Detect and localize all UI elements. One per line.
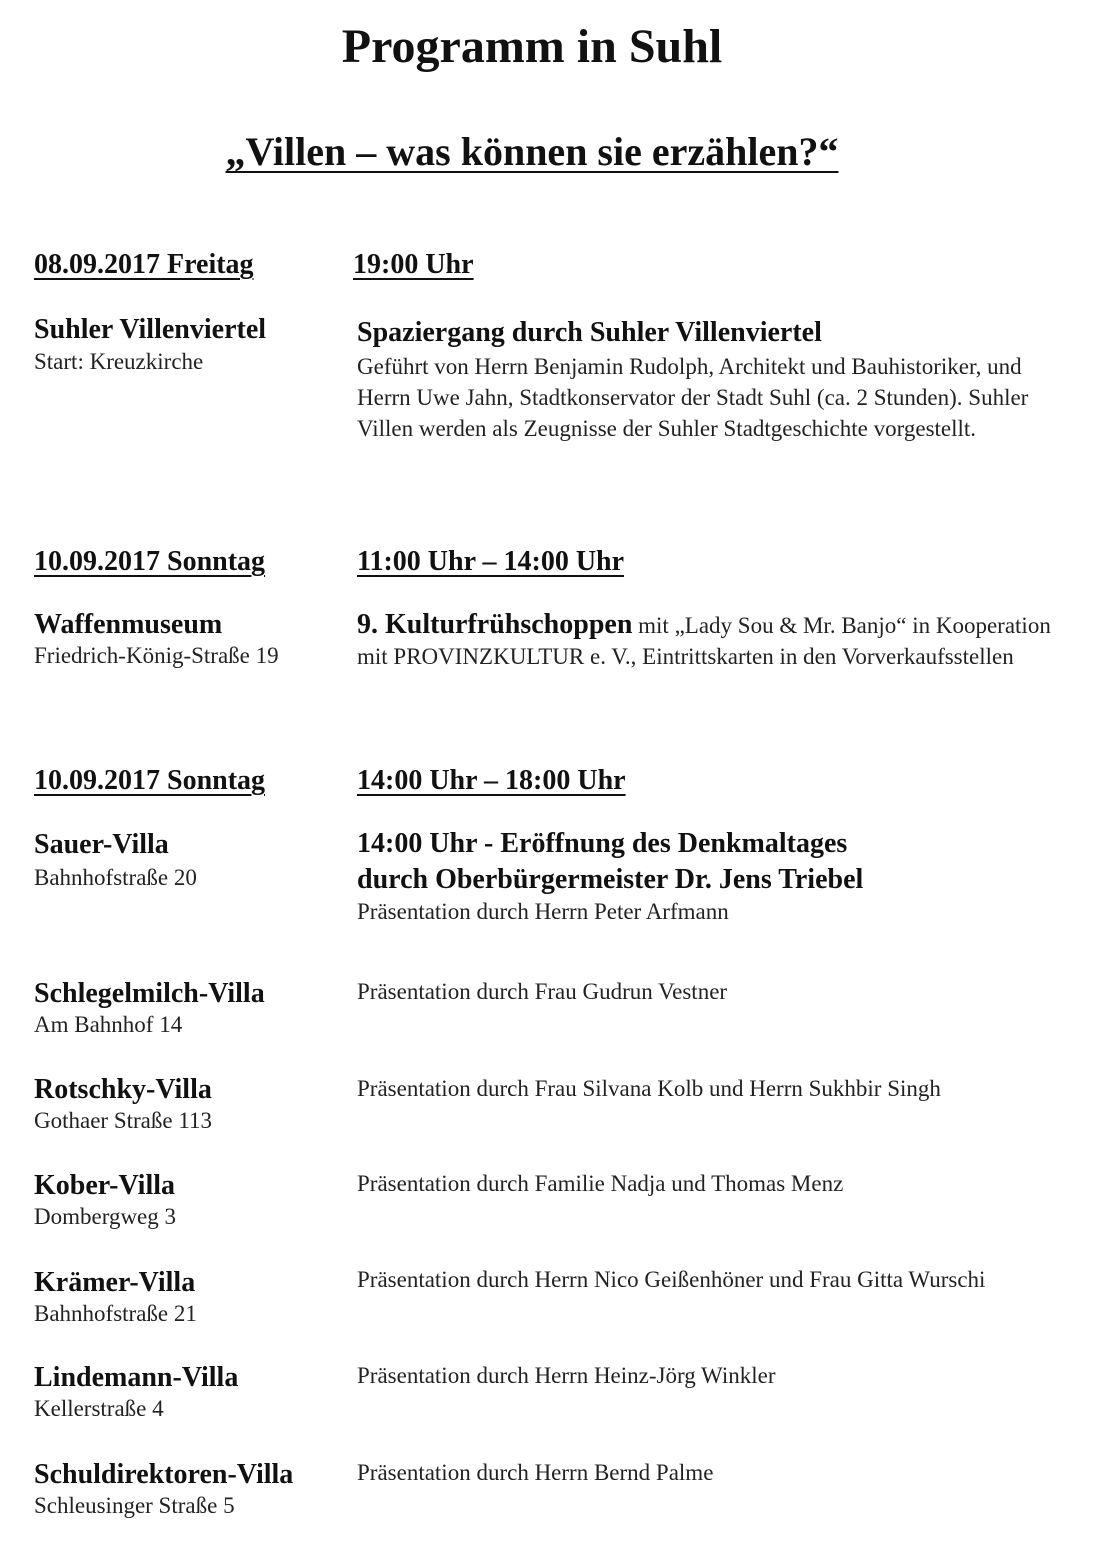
- section-3-place: Sauer-Villa: [34, 829, 169, 860]
- section-2-event-title: 9. Kulturfrühschoppen: [357, 609, 633, 640]
- subtitle-text: „Villen – was können sie erzählen?“: [225, 129, 839, 174]
- section-2-date: 10.09.2017 Sonntag: [34, 546, 266, 577]
- section-1-address: Start: Kreuzkirche: [34, 349, 204, 374]
- section-1-event-title: Spaziergang durch Suhler Villenviertel: [357, 317, 822, 348]
- villa-2-presentation: Präsentation durch Frau Silvana Kolb und Herrn Sukhbir Singh: [357, 1076, 941, 1101]
- section-3-date: 10.09.2017 Sonntag: [34, 765, 266, 796]
- villa-6-presentation: Präsentation durch Herrn Bernd Palme: [357, 1460, 714, 1485]
- villa-3-address: Dombergweg 3: [34, 1204, 177, 1229]
- section-1-place: Suhler Villenviertel: [34, 314, 267, 345]
- section-3-time: 14:00 Uhr – 18:00 Uhr: [357, 765, 626, 796]
- section-1-description: Geführt von Herrn Benjamin Rudolph, Architekt und Bauhistoriker, und Herrn Uwe Jahn, Stadtkonservator der Stadt Suhl (ca. 2 Stunden). Suhler Villen werden als Zeugnisse der Suhler Stadtgeschichte vorgestellt.: [357, 354, 1029, 441]
- villa-2-name: Rotschky-Villa: [34, 1074, 212, 1105]
- villa-4-presentation: Präsentation durch Herrn Nico Geißenhöner und Frau Gitta Wurschi: [357, 1267, 986, 1292]
- section-3-description: Präsentation durch Herrn Peter Arfmann: [357, 899, 729, 924]
- villa-1-presentation: Präsentation durch Frau Gudrun Vestner: [357, 979, 728, 1004]
- villa-4-name: Krämer-Villa: [34, 1267, 196, 1298]
- villa-1-name: Schlegelmilch-Villa: [34, 978, 265, 1009]
- villa-1-address: Am Bahnhof 14: [34, 1012, 183, 1037]
- section-1-date: 08.09.2017 Freitag: [34, 249, 254, 280]
- section-3-address: Bahnhofstraße 20: [34, 865, 197, 890]
- section-2-place: Waffenmuseum: [34, 609, 223, 640]
- villa-4-address: Bahnhofstraße 21: [34, 1301, 197, 1326]
- page-subtitle: [0, 128, 1064, 176]
- villa-3-presentation: Präsentation durch Familie Nadja und Thomas Menz: [357, 1171, 844, 1196]
- section-2-time: 11:00 Uhr – 14:00 Uhr: [357, 546, 625, 577]
- page-title: Programm in Suhl: [341, 20, 723, 73]
- villa-6-address: Schleusinger Straße 5: [34, 1493, 235, 1518]
- villa-5-name: Lindemann-Villa: [34, 1362, 239, 1393]
- section-3-event-line2: durch Oberbürgermeister Dr. Jens Triebel: [357, 864, 864, 895]
- section-2-description-block: [357, 609, 1067, 672]
- villa-2-address: Gothaer Straße 113: [34, 1108, 212, 1133]
- section-1-time: 19:00 Uhr: [353, 249, 474, 280]
- villa-5-address: Kellerstraße 4: [34, 1396, 164, 1421]
- section-2-address: Friedrich-König-Straße 19: [34, 643, 279, 668]
- section-2-description: mit „Lady Sou & Mr. Banjo“ in Kooperation mit PROVINZKULTUR e. V., Eintrittskarten in den Vorverkaufsstellen: [357, 613, 1051, 669]
- villa-3-name: Kober-Villa: [34, 1170, 176, 1201]
- section-3-event-line1: 14:00 Uhr - Eröffnung des Denkmaltages: [357, 828, 848, 859]
- villa-6-name: Schuldirektoren-Villa: [34, 1459, 294, 1490]
- villa-5-presentation: Präsentation durch Herrn Heinz-Jörg Winkler: [357, 1363, 776, 1388]
